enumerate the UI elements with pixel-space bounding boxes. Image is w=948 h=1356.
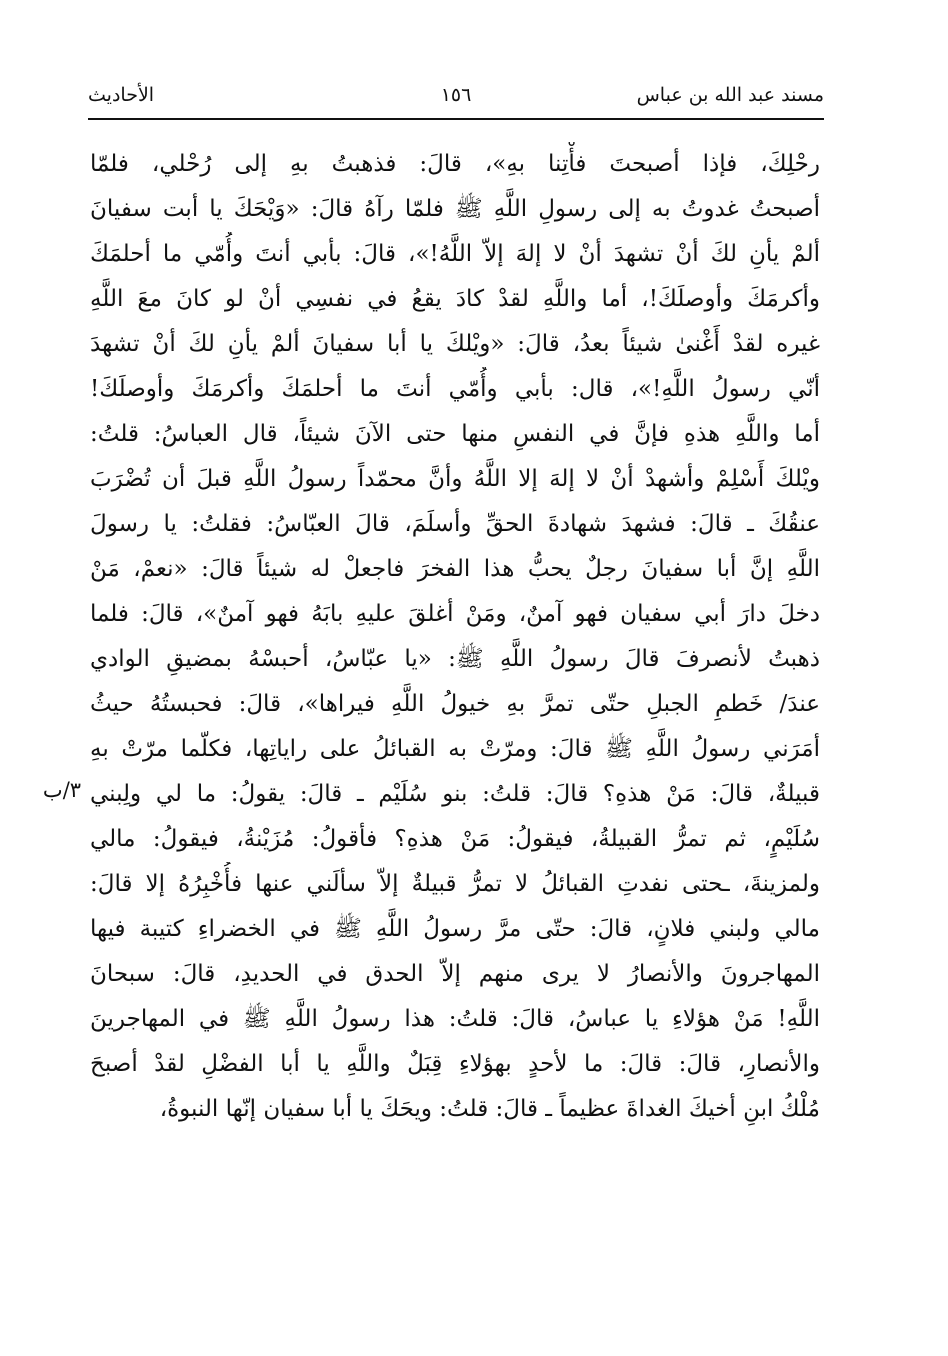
text-line: والأنصارِ، قالَ: قالَ: ما لأحدٍ بهؤلاءِ قِبَلٌ واللَّهِ يا أبا الفضْلِ لقدْ أصبحَ xyxy=(90,1051,820,1077)
page-number: ١٥٦ xyxy=(440,84,472,106)
manuscript-folio-marker: ٣/ب xyxy=(42,778,82,802)
text-line: قبيلةٌ، قالَ: مَنْ هذهِ؟ قالَ: قلتُ: بنو سُلَيْم ـ قالَ: يقولُ: ما لي ولِبني xyxy=(90,781,820,807)
text-line: أما واللَّهِ هذهِ فإنَّ في النفسِ منها حتى الآنَ شيئاً، قال العباسُ: قلتُ: xyxy=(90,421,820,447)
text-line: المهاجرونَ والأنصارُ لا يرى منهم إلاّ الحدق في الحديدِ، قالَ: سبحانَ xyxy=(90,961,820,987)
text-line: ولمزينةَ، ـحتى نفدتِ القبائلُ لا تمرُّ قبيلةٌ إلاّ سألَني عنها فأُخْبِرُهُ إلا قالَ: xyxy=(90,871,820,897)
text-line: رحْلِكَ، فإذا أصبحتَ فأْتِنا بهِ»، قالَ: فذهبتُ بهِ إلى رُحْلي، فلمّا xyxy=(90,151,820,177)
text-line: ويْلكَ أَسْلِمْ وأشهدْ أنْ لا إلهَ إلا اللَّهُ وأنَّ محمّداً رسولُ اللَّهِ قبلَ أن تُضْرَبَ xyxy=(90,466,820,492)
text-line: غيره لقدْ أَغْنىٰ شيئاً بعدُ، قالَ: «ويْلكَ يا أبا سفيانَ ألمْ يأنِ لكَ أنْ تشهدَ xyxy=(90,331,820,357)
running-header xyxy=(88,82,824,112)
text-line: وأكرمَكَ وأوصلَكَ!، أما واللَّهِ لقدْ كادَ يقعُ في نفسِي أنْ لو كانَ معَ اللَّهِ xyxy=(90,286,820,312)
text-line: عندَ/ خَطمِ الجبلِ حتّى تمرَّ بهِ خيولُ اللَّهِ فيراها»، قالَ: فحبستُهُ حيثُ xyxy=(90,691,820,717)
section-title: الأحاديث xyxy=(88,84,155,106)
header-rule xyxy=(88,118,824,120)
text-line: اللَّهِ! مَنْ هؤلاءِ يا عباسُ، قالَ: قلتُ: هذا رسولُ اللَّهِ ﷺ في المهاجرينَ xyxy=(90,1006,820,1032)
text-line: مالي ولبني فلانٍ، قالَ: حتّى مرَّ رسولُ اللَّهِ ﷺ في الخضراءِ كتيبة فيها xyxy=(90,916,820,942)
text-line: دخلَ دارَ أبي سفيان فهو آمنٌ، ومَنْ أغلقَ عليهِ بابَهُ فهو آمنٌ»، قالَ: فلما xyxy=(90,601,820,627)
text-line: ذهبتُ لأنصرفَ قالَ رسولُ اللَّهِ ﷺ: «يا عبّاسُ، أحبسْهُ بمضيقِ الوادي xyxy=(90,646,820,672)
text-line: ألمْ يأنِ لكَ أنْ تشهدَ أنْ لا إلهَ إلاّ اللَّهُ!»، قالَ: بأبي أنتَ وأُمّي ما أحلمَكَ xyxy=(90,241,820,267)
hadith-text-block xyxy=(90,142,820,1132)
text-line: اللَّهِ إنَّ أبا سفيانَ رجلٌ يحبُّ هذا الفخرَ فاجعلْ له شيئاً قالَ: «نعمْ، مَنْ xyxy=(90,556,820,582)
text-line: سُلَيْمٍ، ثم تمرُّ القبيلةُ، فيقولُ: مَنْ هذهِ؟ فأقولُ: مُزَيْنةُ، فيقولُ: مالي xyxy=(90,826,820,852)
text-line: أصبحتُ غدوتُ به إلى رسولِ اللَّهِ ﷺ فلمّا رآهُ قالَ: «وَيْحَكَ يا أبت سفيانَ xyxy=(90,196,820,222)
text-line: أنّي رسولُ اللَّهِ!»، قال: بأبي وأُمّي أنتَ ما أحلمَكَ وأكرمَكَ وأوصلَكَ! xyxy=(90,376,820,402)
text-line: مُلْكُ ابنِ أخيكَ الغداةَ عظيماً ـ قالَ: قلتُ: ويحَكَ يا أبا سفيان إنّها النبوةُ، xyxy=(159,1096,820,1122)
book-title: مسند عبد الله بن عباس xyxy=(636,84,824,106)
text-line: أمَرَني رسولُ اللَّهِ ﷺ قالَ: ومرّتْ به القبائلُ على راياتِها، فكلّما مرّتْ بهِ xyxy=(90,736,820,762)
text-line: عنقُكَ ـ قالَ: فشهدَ شهادةَ الحقِّ وأسلَمَ، قالَ العبّاسُ: فقلتُ: يا رسولَ xyxy=(90,511,820,537)
